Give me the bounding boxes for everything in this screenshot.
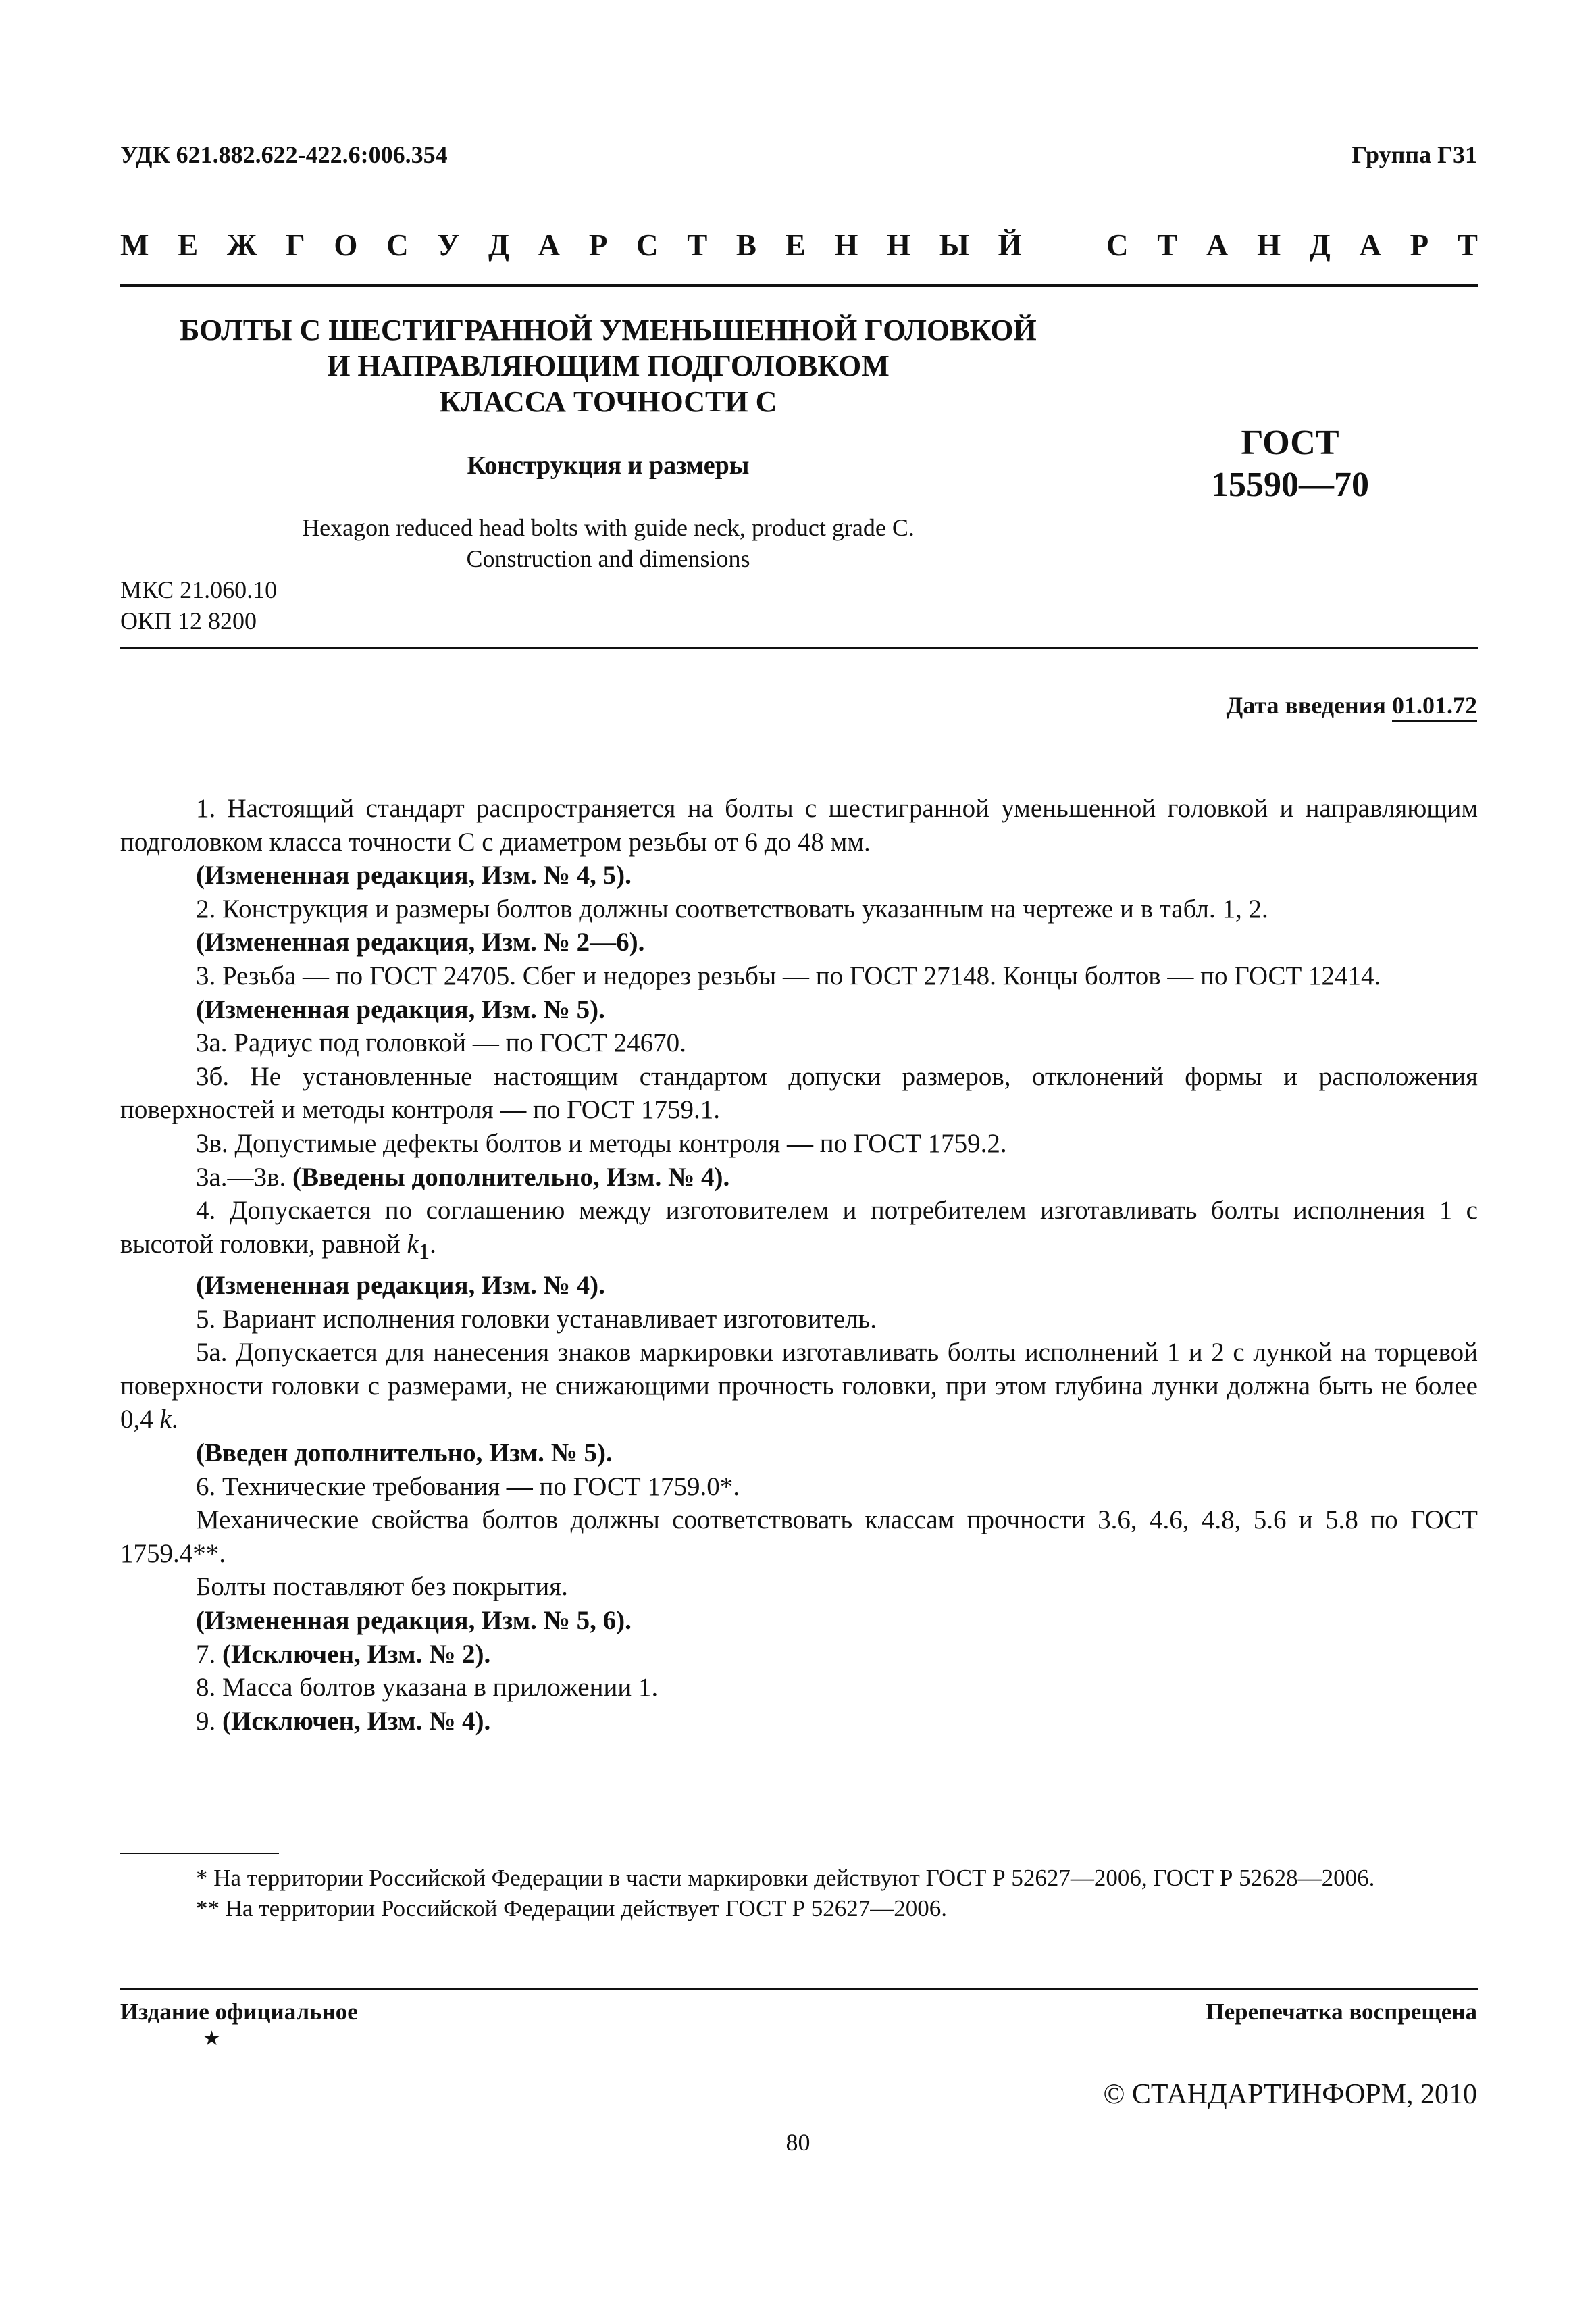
amendment-note: (Введены дополнительно, Изм. № 4). <box>292 1162 730 1192</box>
paragraph-5: 5. Вариант исполнения головки устанавливает изготовитель. <box>196 1304 877 1334</box>
document-subtitle: Конструкция и размеры <box>467 451 750 480</box>
banner-letter: Е <box>178 228 199 262</box>
official-edition-label: Издание официальное <box>120 1998 358 2025</box>
paragraph-3b: 3б. Не установленные настоящим стандартом допуски размеров, отклонений формы и расположения поверхностей и методы контроля — по ГОСТ 1759.1. <box>120 1061 1478 1125</box>
english-title <box>120 512 1096 574</box>
paragraph-6-coating: Болты поставляют без покрытия. <box>196 1572 568 1602</box>
english-title-line-2: Construction and dimensions <box>466 545 750 572</box>
paragraph-4-end: . <box>430 1229 436 1259</box>
banner-letter: С <box>386 228 409 262</box>
document-title <box>120 312 1096 420</box>
paragraph-3: 3. Резьба — по ГОСТ 24705. Сбег и недорез резьбы — по ГОСТ 27148. Концы болтов — по ГОСТ 12414. <box>196 961 1381 990</box>
footnote-1: * На территории Российской Федерации в части маркировки действуют ГОСТ Р 52627—2006, ГОСТ Р 52628—2006. <box>196 1865 1375 1891</box>
okp-code: ОКП 12 8200 <box>120 607 257 634</box>
banner-letter: Ы <box>939 228 969 262</box>
banner-letter: Т <box>1457 228 1478 262</box>
symbol-subscript: 1 <box>418 1239 430 1264</box>
gost-number <box>1148 422 1432 506</box>
star-icon: ★ <box>203 2028 221 2050</box>
udk-code: УДК 621.882.622-422.6:006.354 <box>120 141 448 168</box>
footer-rule <box>120 1988 1478 1990</box>
gost-code: 15590—70 <box>1211 466 1369 504</box>
paragraph-7 <box>120 1638 1478 1671</box>
paragraph-1: 1. Настоящий стандарт распространяется на болты с шестигранной уменьшенной головкой и направляющим подголовком класса точности С с диаметром резьбы от 6 до 48 мм. <box>120 794 1478 857</box>
banner-letter: Н <box>834 228 858 262</box>
document-body <box>120 792 1478 1738</box>
english-title-line-1: Hexagon reduced head bolts with guide neck, product grade C. <box>302 514 915 541</box>
banner-letter: А <box>538 228 561 262</box>
gost-label: ГОСТ <box>1241 424 1339 462</box>
amendment-note: (Измененная редакция, Изм. № 5). <box>196 995 605 1024</box>
banner-letter: Т <box>1157 228 1178 262</box>
symbol-k: k <box>159 1405 172 1434</box>
banner-letter: А <box>1206 228 1229 262</box>
reprint-prohibited-label: Перепечатка воспрещена <box>1206 1998 1477 2025</box>
banner-letter: О <box>334 228 358 262</box>
paragraph-2: 2. Конструкция и размеры болтов должны соответствовать указанным на чертеже и в табл. 1, 2. <box>196 894 1268 924</box>
paragraph-5a-text: 5а. Допускается для нанесения знаков маркировки изготавливать болты исполнений 1 и 2 с лункой на торцевой поверхности головки с размерами, не снижающими прочность головки, при этом глубина лунки должна быть не более 0,4 <box>120 1338 1478 1434</box>
banner-letter: В <box>736 228 756 262</box>
amendment-note: (Измененная редакция, Изм. № 4, 5). <box>196 861 632 890</box>
amendment-note: (Исключен, Изм. № 4). <box>222 1706 491 1736</box>
paragraph-4 <box>120 1194 1478 1269</box>
note-prefix: 3а.—3в. <box>196 1162 292 1192</box>
title-line-2: И НАПРАВЛЯЮЩИМ ПОДГОЛОВКОМ <box>327 349 890 382</box>
symbol-k: k <box>407 1229 419 1259</box>
paragraph-9 <box>120 1705 1478 1738</box>
banner-gap <box>1050 228 1077 263</box>
banner-letter: Н <box>1257 228 1281 262</box>
amendment-note: (Введен дополнительно, Изм. № 5). <box>196 1438 613 1468</box>
banner-letter: Е <box>785 228 806 262</box>
paragraph-8: 8. Масса болтов указана в приложении 1. <box>196 1673 659 1703</box>
paragraph-3a: 3а. Радиус под головкой — по ГОСТ 24670. <box>196 1028 686 1058</box>
banner-letter: Г <box>286 228 305 262</box>
footnote-separator <box>120 1853 279 1854</box>
banner-letter: С <box>1106 228 1129 262</box>
classification-codes <box>120 574 277 636</box>
amendment-note: (Измененная редакция, Изм. № 5, 6). <box>196 1606 632 1636</box>
banner-letter: Н <box>887 228 911 262</box>
paragraph-5a-end: . <box>171 1405 178 1434</box>
amendment-note: (Измененная редакция, Изм. № 2—6). <box>196 928 645 957</box>
banner-letter: А <box>1359 228 1381 262</box>
footnote-2: ** На территории Российской Федерации действует ГОСТ Р 52627—2006. <box>196 1895 948 1921</box>
paragraph-7-number: 7. <box>196 1639 222 1669</box>
footnotes <box>120 1863 1478 1923</box>
amendment-note: (Исключен, Изм. № 2). <box>222 1639 491 1669</box>
copyright: © СТАНДАРТИНФОРМ, 2010 <box>1103 2079 1477 2110</box>
title-line-1: БОЛТЫ С ШЕСТИГРАННОЙ УМЕНЬШЕННОЙ ГОЛОВКОЙ <box>180 313 1037 347</box>
group-code: Группа Г31 <box>1352 141 1477 168</box>
paragraph-6: 6. Технические требования — по ГОСТ 1759.0*. <box>196 1472 740 1501</box>
paragraph-3v: 3в. Допустимые дефекты болтов и методы контроля — по ГОСТ 1759.2. <box>196 1128 1007 1158</box>
banner-letter: Ж <box>226 228 257 262</box>
banner-letter: Р <box>588 228 608 262</box>
banner-letter: Д <box>1309 228 1331 262</box>
amendment-note: (Измененная редакция, Изм. № 4). <box>196 1271 605 1301</box>
paragraph-9-number: 9. <box>196 1706 222 1736</box>
title-line-3: КЛАССА ТОЧНОСТИ С <box>439 385 777 418</box>
banner-letter: Д <box>488 228 509 262</box>
header-rule <box>120 284 1478 287</box>
paragraph-3a-3v-note <box>120 1161 1478 1194</box>
effective-date-label: Дата введения <box>1226 692 1386 719</box>
banner-letter: С <box>636 228 659 262</box>
paragraph-5a <box>120 1336 1478 1436</box>
paragraph-6-mechanical: Механические свойства болтов должны соответствовать классам прочности 3.6, 4.6, 4.8, 5.6 и 5.8 по ГОСТ 1759.4**. <box>120 1505 1478 1568</box>
page-number: 80 <box>786 2129 810 2156</box>
banner-letter: У <box>437 228 460 262</box>
banner-letter: Р <box>1410 228 1429 262</box>
title-rule <box>120 647 1478 649</box>
effective-date-value: 01.01.72 <box>1392 692 1477 722</box>
banner-letter: Й <box>998 228 1022 262</box>
paragraph-4-text: 4. Допускается по соглашению между изготовителем и потребителем изготавливать болты исполнения 1 с высотой головки, равной <box>120 1196 1478 1259</box>
banner-letter: М <box>120 228 149 262</box>
interstate-standard-banner <box>120 228 1478 263</box>
mks-code: МКС 21.060.10 <box>120 576 278 603</box>
effective-date <box>1227 691 1478 720</box>
banner-letter: Т <box>687 228 708 262</box>
